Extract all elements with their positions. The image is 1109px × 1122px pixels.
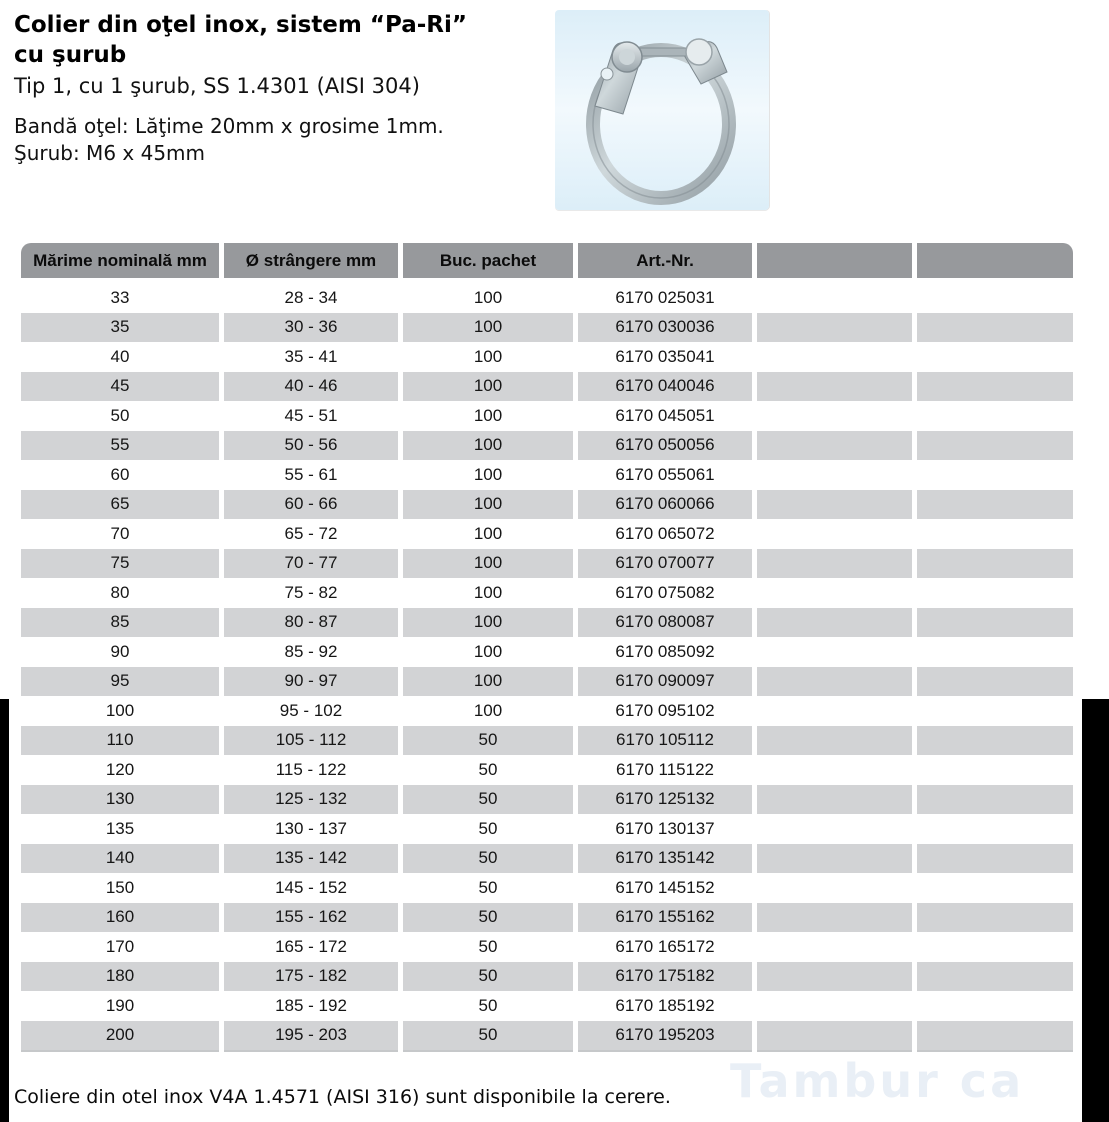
table-cell [917,313,1073,343]
product-table [21,243,1073,1050]
table-cell: 75 [21,549,219,579]
table-cell [917,667,1073,697]
table-cell [757,490,912,520]
table-cell: 6170 125132 [578,785,752,815]
table-cell: 45 [21,372,219,402]
table-row [21,283,1073,313]
table-row [21,549,1073,579]
table-cell [917,932,1073,962]
table-cell [917,991,1073,1021]
table-row [21,785,1073,815]
table-cell [757,401,912,431]
table-cell [757,991,912,1021]
table-cell: 6170 165172 [615,936,715,956]
table-cell: 170 [105,936,135,956]
table-row [21,1021,1073,1051]
table-cell: 100 [403,431,573,461]
table-cell: 6170 095102 [615,700,715,720]
table-cell [917,549,1073,579]
spec-band: Bandă oţel: Lăţime 20mm x grosime 1mm. [14,114,444,138]
table-row [21,490,1073,520]
page-title-line-2: cu şurub [14,42,127,68]
table-cell [757,313,912,343]
table-cell: 100 [473,405,503,425]
table-cell [917,608,1073,638]
table-cell: 50 [403,785,573,815]
table-cell [757,814,912,844]
table-row [21,431,1073,461]
table-cell [917,578,1073,608]
table-cell: 6170 080087 [578,608,752,638]
table-row [21,873,1073,903]
table-cell [757,667,912,697]
table-cell [757,903,912,933]
table-cell: 100 [403,608,573,638]
table-cell [757,962,912,992]
table-cell: 6170 050056 [578,431,752,461]
table-cell: 6170 025031 [615,287,715,307]
table-cell: 50 [478,877,498,897]
table-row [21,696,1073,726]
table-cell: 150 [105,877,135,897]
table-cell: 55 - 61 [284,464,338,484]
table-cell [757,932,912,962]
table-cell [757,844,912,874]
table-row [21,667,1073,697]
watermark-ghost-text: Tambur ca [730,1054,1025,1108]
table-cell: 100 [403,549,573,579]
table-cell: 45 - 51 [284,405,338,425]
table-row [21,932,1073,962]
table-cell [757,755,912,785]
header-article-number: Art.-Nr. [578,243,752,278]
table-cell: 70 [110,523,130,543]
table-cell: 125 - 132 [224,785,398,815]
spec-screw: Şurub: M6 x 45mm [14,141,206,165]
table-cell: 160 [21,903,219,933]
header-empty-2 [917,243,1073,278]
table-cell: 100 [105,700,135,720]
table-cell: 6170 040046 [578,372,752,402]
table-row [21,637,1073,667]
table-cell [757,549,912,579]
table-cell: 6170 090097 [578,667,752,697]
table-cell: 75 - 82 [284,582,338,602]
table-cell: 50 [478,759,498,779]
header-clamping-diameter: Ø strângere mm [224,243,398,278]
table-cell [757,519,912,549]
table-cell: 35 [21,313,219,343]
table-cell: 100 [473,287,503,307]
table-row [21,519,1073,549]
table-cell: 6170 085092 [615,641,715,661]
table-cell: 6170 130137 [615,818,715,838]
table-cell: 155 - 162 [224,903,398,933]
table-cell [917,401,1073,431]
table-cell: 6170 045051 [615,405,715,425]
table-cell [917,726,1073,756]
table-cell: 50 [110,405,130,425]
table-cell [917,844,1073,874]
table-cell: 65 - 72 [284,523,338,543]
table-cell: 100 [403,667,573,697]
table-cell: 6170 065072 [615,523,715,543]
table-cell: 85 [21,608,219,638]
title-block [14,10,467,100]
table-cell: 30 - 36 [224,313,398,343]
table-row [21,313,1073,343]
table-cell: 28 - 34 [284,287,338,307]
table-cell: 65 [21,490,219,520]
table-cell: 200 [21,1021,219,1051]
table-cell [757,726,912,756]
table-cell: 100 [403,372,573,402]
table-cell: 50 [403,903,573,933]
table-cell: 60 [110,464,130,484]
table-cell: 130 - 137 [275,818,347,838]
table-row [21,755,1073,785]
table-cell: 50 [403,1021,573,1051]
table-cell: 85 - 92 [284,641,338,661]
header-pack-quantity: Buc. pachet [403,243,573,278]
table-cell [917,696,1073,726]
table-cell [757,578,912,608]
table-cell [917,431,1073,461]
table-cell: 6170 185192 [615,995,715,1015]
table-cell [917,962,1073,992]
table-cell [757,283,912,313]
table-cell: 6170 055061 [615,464,715,484]
table-cell [757,342,912,372]
table-cell: 80 [110,582,130,602]
table-cell: 135 - 142 [224,844,398,874]
table-cell: 120 [105,759,135,779]
table-cell: 180 [21,962,219,992]
table-cell [917,372,1073,402]
table-cell: 130 [21,785,219,815]
table-cell: 50 [478,995,498,1015]
table-cell [757,785,912,815]
table-cell: 33 [110,287,130,307]
table-cell [917,814,1073,844]
table-cell: 135 [105,818,135,838]
table-cell: 40 - 46 [224,372,398,402]
table-cell: 6170 070077 [578,549,752,579]
table-cell [917,785,1073,815]
product-type-subtitle: Tip 1, cu 1 şurub, SS 1.4301 (AISI 304) [14,74,420,98]
table-cell: 100 [473,464,503,484]
table-cell: 100 [473,346,503,366]
table-cell [917,342,1073,372]
table-row [21,401,1073,431]
table-cell: 100 [403,313,573,343]
table-cell [917,1021,1073,1051]
header-empty-1 [757,243,912,278]
table-header-row [21,243,1073,278]
table-cell: 6170 030036 [578,313,752,343]
table-row [21,578,1073,608]
table-cell: 50 [478,818,498,838]
table-cell: 6170 195203 [578,1021,752,1051]
table-row [21,460,1073,490]
table-cell [757,696,912,726]
table-cell: 140 [21,844,219,874]
table-row [21,844,1073,874]
table-cell [757,1021,912,1051]
table-cell: 100 [473,641,503,661]
table-cell: 105 - 112 [224,726,398,756]
table-cell: 6170 145152 [615,877,715,897]
table-cell: 95 - 102 [279,700,343,720]
table-cell [917,873,1073,903]
table-cell: 90 - 97 [224,667,398,697]
table-cell: 55 [21,431,219,461]
stainless-steel-hose-clamp-photo [555,10,769,210]
table-cell: 6170 035041 [615,346,715,366]
table-cell: 185 - 192 [275,995,347,1015]
table-cell: 165 - 172 [275,936,347,956]
table-cell: 35 - 41 [284,346,338,366]
table-cell [757,608,912,638]
table-cell: 95 [21,667,219,697]
availability-note: Coliere din otel inox V4A 1.4571 (AISI 316) sunt disponibile la cerere. [14,1086,671,1108]
table-body [21,283,1073,1050]
table-cell [917,460,1073,490]
table-row [21,726,1073,756]
table-cell [917,637,1073,667]
table-cell: 100 [473,582,503,602]
table-cell [757,873,912,903]
hose-clamp-illustration [555,10,769,210]
table-cell: 50 [403,726,573,756]
table-cell [757,460,912,490]
table-cell: 50 [478,936,498,956]
header-nominal-size: Mărime nominală mm [21,243,219,278]
table-cell: 100 [473,700,503,720]
table-row [21,991,1073,1021]
table-cell: 70 - 77 [224,549,398,579]
table-cell: 90 [110,641,130,661]
table-cell: 145 - 152 [275,877,347,897]
table-row [21,814,1073,844]
table-cell: 190 [105,995,135,1015]
table-row [21,372,1073,402]
table-cell [757,431,912,461]
left-black-bar [0,699,9,1122]
table-cell: 100 [403,490,573,520]
table-cell: 60 - 66 [224,490,398,520]
table-cell [757,372,912,402]
table-cell [917,519,1073,549]
table-cell: 110 [21,726,219,756]
table-cell [917,283,1073,313]
table-cell: 6170 075082 [615,582,715,602]
table-cell [917,903,1073,933]
table-cell: 50 [403,844,573,874]
table-cell: 6170 115122 [615,759,714,779]
table-cell: 6170 105112 [578,726,752,756]
table-row [21,903,1073,933]
table-cell: 195 - 203 [224,1021,398,1051]
table-cell: 50 [403,962,573,992]
table-cell [917,755,1073,785]
table-cell: 100 [473,523,503,543]
table-cell: 175 - 182 [224,962,398,992]
table-cell: 6170 155162 [578,903,752,933]
table-row [21,608,1073,638]
table-cell: 6170 135142 [578,844,752,874]
table-cell: 6170 060066 [578,490,752,520]
table-cell: 80 - 87 [224,608,398,638]
table-cell: 50 - 56 [224,431,398,461]
table-cell [917,490,1073,520]
table-row [21,962,1073,992]
right-black-bar [1082,699,1109,1122]
table-row [21,342,1073,372]
spec-block [14,113,444,167]
table-cell: 115 - 122 [275,759,347,779]
table-cell: 40 [110,346,130,366]
page-title-line-1: Colier din oţel inox, sistem “Pa-Ri” [14,12,468,38]
table-cell: 6170 175182 [578,962,752,992]
table-cell [757,637,912,667]
